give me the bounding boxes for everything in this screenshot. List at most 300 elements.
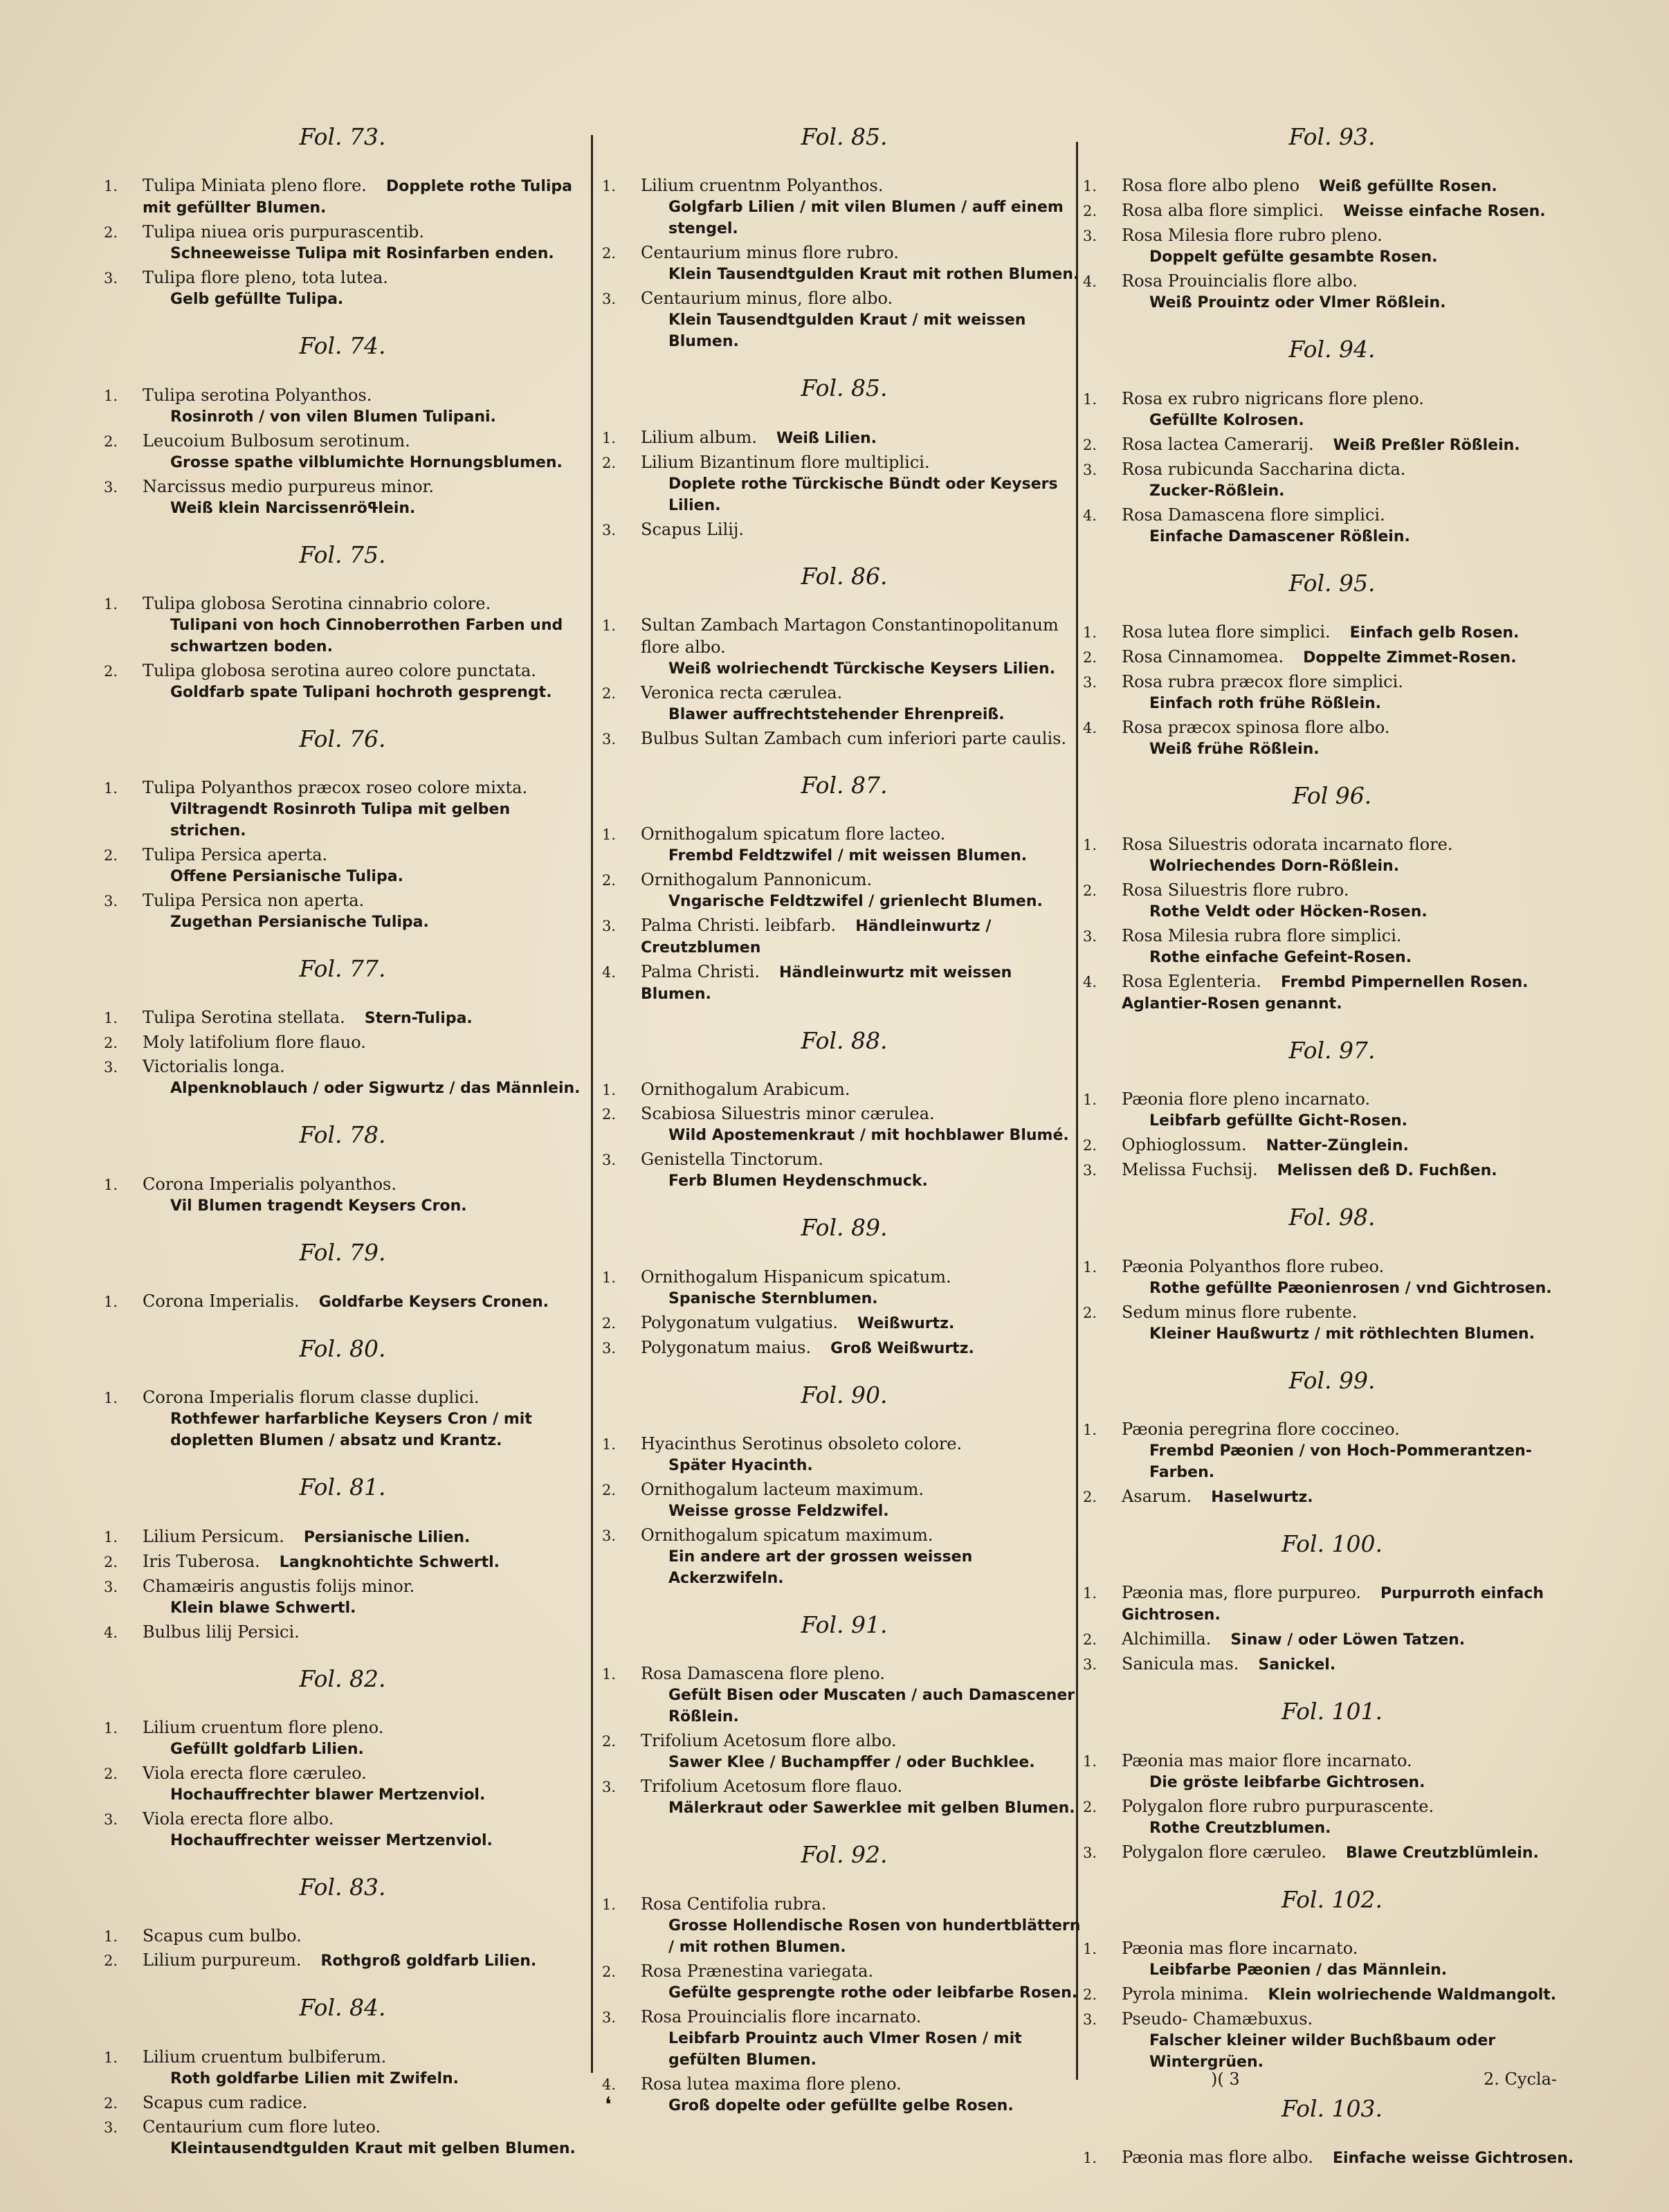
entry-text [143, 430, 581, 473]
german-name: Rothe Creutzblumen. [1149, 1819, 1331, 1837]
german-name: Ein andere art der grossen weissen Ackerzwifeln. [668, 1548, 973, 1588]
german-name: Stern-Tulipa. [364, 1010, 473, 1028]
plant-entry [602, 961, 1086, 1005]
latin-name: Rosa Prouincialis flore albo. [1122, 271, 1358, 291]
entry-number: 1. [104, 2049, 118, 2066]
folio-section [104, 1123, 581, 1216]
entry-number: 2. [1083, 1489, 1097, 1506]
entry-number: 1. [104, 1294, 118, 1311]
entry-text [143, 2092, 581, 2114]
plant-entry [602, 1148, 1086, 1192]
entry-text [1122, 1485, 1581, 1508]
entry-text [1122, 1795, 1581, 1839]
latin-name: Palma Christi. [641, 962, 760, 982]
latin-name: Scabiosa Siluestris minor cærulea. [641, 1104, 935, 1124]
latin-name: Rosa lutea maxima flore pleno. [641, 2074, 902, 2094]
latin-name: Scapus cum bulbo. [143, 1926, 302, 1946]
entry-number: 2. [602, 1106, 617, 1123]
german-name: Wild Apostemenkraut / mit hochblawer Blumé. [668, 1127, 1069, 1145]
entry-number: 2. [104, 1553, 118, 1570]
plant-entry [1083, 925, 1581, 968]
latin-name: Tulipa Serotina stellata. [143, 1008, 345, 1028]
entry-text [1122, 224, 1581, 268]
entry-text [1122, 646, 1581, 669]
entry-text [641, 1730, 1086, 1773]
folio-heading: Fol. 77. [299, 955, 386, 983]
entry-text [641, 426, 1086, 449]
plant-entry [1083, 1301, 1581, 1345]
german-name: Rothgroß goldfarb Lilien. [320, 1952, 537, 1970]
latin-name: Trifolium Acetosum flore flauo. [641, 1777, 903, 1797]
entry-number: 2. [1083, 882, 1097, 900]
catchword: 2. Cycla- [1484, 2069, 1557, 2089]
german-name: Goldfarb spate Tulipani hochroth gesprengt. [170, 683, 552, 701]
german-name: Grosse Hollendische Rosen von hundertblättern / mit rothen Blumen. [668, 1916, 1081, 1956]
entry-text [143, 1949, 581, 1972]
folio-heading: Fol. 87. [801, 771, 888, 799]
folio-section [1083, 1368, 1581, 1508]
plant-entry [1083, 433, 1581, 456]
folio-heading: Fol. 75. [299, 541, 386, 568]
plant-entry [1083, 1750, 1581, 1793]
entry-number: 1. [1083, 1422, 1097, 1439]
entry-text [1122, 621, 1581, 644]
plant-entry [602, 914, 1086, 959]
folio-section [104, 125, 581, 310]
entry-number: 1. [104, 1390, 118, 1407]
german-name: Weiß gefüllte Rosen. [1319, 178, 1497, 196]
entry-number: 1. [104, 1010, 118, 1027]
latin-name: Rosa Centifolia rubra. [641, 1894, 827, 1914]
entry-text [143, 1621, 581, 1643]
entry-text [143, 1006, 581, 1029]
folio-heading: Fol. 73. [299, 123, 386, 150]
entry-number: 1. [1083, 390, 1097, 408]
folio-heading: Fol. 86. [801, 562, 888, 590]
latin-name: Tulipa Persica non aperta. [143, 891, 365, 911]
entry-text [641, 1775, 1086, 1819]
latin-name: Palma Christi. leibfarb. [641, 916, 837, 936]
latin-name: Ornithogalum Arabicum. [641, 1080, 850, 1100]
latin-name: Lilium cruentum bulbiferum. [143, 2047, 387, 2067]
plant-entry [104, 384, 581, 428]
entry-number: 3. [104, 478, 118, 496]
latin-name: Rosa lutea flore simplici. [1122, 622, 1331, 642]
entry-number: 3. [602, 521, 617, 538]
folio-heading: Fol. 100. [1282, 1530, 1383, 1558]
plant-entry [602, 2006, 1086, 2071]
entry-text [143, 1386, 581, 1451]
entry-text [143, 2046, 581, 2089]
entry-number: 2. [104, 847, 118, 864]
plant-entry [602, 1960, 1086, 2004]
plant-entry [602, 1478, 1086, 1522]
entry-text [641, 1893, 1086, 1958]
entry-number: 1. [104, 780, 118, 797]
entry-text [143, 1173, 581, 1217]
entry-number: 3. [1083, 928, 1097, 945]
latin-name: Corona Imperialis polyanthos. [143, 1174, 396, 1194]
entry-text [641, 1312, 1086, 1334]
entry-text [1122, 925, 1581, 968]
entry-text [1122, 1628, 1581, 1651]
latin-name: Sanicula mas. [1122, 1654, 1239, 1674]
entry-number: 3. [602, 918, 617, 935]
plant-entry [602, 1336, 1086, 1359]
latin-name: Melissa Fuchsij. [1122, 1160, 1258, 1180]
latin-name: Centaurium minus, flore albo. [641, 289, 893, 309]
plant-entry [1083, 1628, 1581, 1651]
latin-name: Tulipa serotina Polyanthos. [143, 385, 372, 405]
entry-number: 1. [104, 1719, 118, 1737]
german-name: Groß dopelte oder gefüllte gelbe Rosen. [668, 2096, 1014, 2114]
entry-number: 3. [1083, 673, 1097, 691]
latin-name: Rosa rubicunda Saccharina dicta. [1122, 459, 1406, 479]
entry-text [641, 287, 1086, 352]
latin-name: Iris Tuberosa. [143, 1551, 260, 1571]
folio-section [602, 1842, 1086, 2116]
latin-name: Ornithogalum lacteum maximum. [641, 1480, 924, 1500]
latin-name: Moly latifolium flore flauo. [143, 1033, 366, 1053]
latin-name: Pæonia mas flore albo. [1122, 2148, 1313, 2168]
entry-number: 2. [104, 433, 118, 450]
page-footer [1079, 2069, 1578, 2097]
plant-entry [1083, 270, 1581, 314]
latin-name: Rosa Prouincialis flore incarnato. [641, 2006, 922, 2027]
german-name: Rothe Veldt oder Höcken-Rosen. [1149, 903, 1428, 921]
german-name: Natter-Zünglein. [1266, 1137, 1409, 1155]
german-name: Später Hyacinth. [668, 1457, 813, 1475]
german-name: Sanickel. [1258, 1656, 1336, 1674]
plant-entry [1083, 1159, 1581, 1181]
german-name: Hochauffrechter weisser Mertzenviol. [170, 1831, 493, 1849]
entry-number: 3. [1083, 1844, 1097, 1861]
entry-number: 1. [104, 595, 118, 613]
folio-heading: Fol. 85. [801, 123, 888, 150]
plant-entry [1083, 174, 1581, 197]
entry-text [143, 1762, 581, 1806]
folio-section [104, 1336, 581, 1451]
plant-entry [104, 1386, 581, 1451]
folio-heading: Fol. 76. [299, 725, 386, 752]
entry-text [1122, 199, 1581, 222]
german-name: Zucker-Rößlein. [1149, 482, 1285, 500]
plant-entry [1083, 1255, 1581, 1299]
entry-number: 1. [1083, 1752, 1097, 1770]
folio-section [1083, 2096, 1581, 2169]
latin-name: Veronica recta cærulea. [641, 682, 843, 702]
german-name: Persianische Lilien. [303, 1528, 471, 1546]
entry-number: 1. [602, 1666, 617, 1683]
german-name: Spanische Sternblumen. [668, 1289, 878, 1307]
plant-entry [602, 2073, 1086, 2116]
german-name: Viltragendt Rosinroth Tulipa mit gelben strichen. [170, 801, 511, 840]
german-name: Goldfarbe Keysers Cronen. [318, 1294, 549, 1312]
plant-entry [1083, 646, 1581, 669]
plant-entry [104, 1550, 581, 1573]
german-name: Gefüllt goldfarb Lilien. [170, 1740, 364, 1758]
latin-name: Viola erecta flore cæruleo. [143, 1763, 367, 1783]
folio-section [602, 564, 1086, 750]
plant-entry [602, 287, 1086, 352]
folio-heading: Fol. 79. [299, 1238, 386, 1266]
latin-name: Polygalon flore rubro purpurascente. [1122, 1796, 1434, 1816]
latin-name: Viola erecta flore albo. [143, 1808, 334, 1829]
latin-name: Rosa Prænestina variegata. [641, 1961, 874, 1981]
entry-text [641, 727, 1086, 750]
entry-text [143, 1808, 581, 1851]
entry-text [1122, 433, 1581, 456]
folio-section [104, 1240, 581, 1313]
plant-entry [1083, 1983, 1581, 2006]
plant-entry [1083, 1937, 1581, 1981]
entry-text [641, 614, 1086, 680]
entry-text [1122, 1134, 1581, 1157]
latin-name: Asarum. [1122, 1487, 1192, 1507]
folio-heading: Fol. 98. [1288, 1204, 1376, 1231]
german-name: Dopplete rothe Tulipa mit gefüllter Blumen. [143, 178, 573, 217]
folio-heading: Fol. 85. [801, 374, 888, 402]
entry-number: 2. [1083, 203, 1097, 220]
plant-entry [104, 1808, 581, 1851]
plant-entry [104, 1621, 581, 1643]
latin-name: Polygonatum vulgatius. [641, 1312, 839, 1332]
german-name: Rothe einfache Gefeint-Rosen. [1149, 949, 1412, 967]
plant-entry [1083, 671, 1581, 714]
german-name: Sinaw / oder Löwen Tatzen. [1230, 1631, 1466, 1649]
folio-heading: Fol. 102. [1282, 1885, 1383, 1913]
german-name: Rosinroth / von vilen Blumen Tulipani. [170, 408, 496, 426]
latin-name: Pæonia mas, flore purpureo. [1122, 1583, 1361, 1603]
entry-number: 2. [1083, 1304, 1097, 1321]
german-name: Haselwurtz. [1211, 1489, 1313, 1507]
entry-text [641, 914, 1086, 959]
latin-name: Pæonia mas flore incarnato. [1122, 1938, 1358, 1958]
plant-entry [1083, 224, 1581, 268]
latin-name: Corona Imperialis. [143, 1291, 300, 1312]
german-name: Gefült Bisen oder Muscaten / auch Damascener Rößlein. [668, 1687, 1075, 1726]
plant-entry [104, 1575, 581, 1619]
german-name: Leibfarbe Pæonien / das Männlein. [1149, 1961, 1448, 1979]
german-name: Blawer auffrechtstehender Ehrenpreiß. [668, 705, 1005, 723]
german-name: Melissen deß D. Fuchßen. [1277, 1162, 1497, 1180]
german-name: Frembd Feldtzwifel / mit weissen Blumen. [668, 847, 1028, 865]
folio-section [602, 1613, 1086, 1819]
entry-number: 3. [1083, 2011, 1097, 2028]
entry-text [143, 1290, 581, 1313]
entry-number: 4. [1083, 507, 1097, 524]
entry-text [641, 1524, 1086, 1589]
folio-section [1083, 1205, 1581, 1344]
latin-name: Lilium cruentum flore pleno. [143, 1717, 384, 1737]
plant-entry [602, 426, 1086, 449]
german-name: Doplete rothe Türckische Bündt oder Keysers Lilien. [668, 475, 1058, 514]
entry-text [1122, 1653, 1581, 1676]
entry-text [641, 1078, 1086, 1100]
folio-heading: Fol. 74. [299, 332, 386, 360]
plant-entry [104, 1525, 581, 1548]
latin-name: Lilium Persicum. [143, 1526, 284, 1546]
entry-number: 1. [1083, 1940, 1097, 1957]
entry-text [641, 1478, 1086, 1522]
plant-entry [104, 592, 581, 658]
entry-number: 2. [104, 2094, 118, 2112]
entry-number: 1. [104, 1528, 118, 1545]
plant-entry [602, 614, 1086, 680]
entry-number: 3. [1083, 228, 1097, 245]
german-name: Händleinwurtz mit weissen Blumen. [641, 964, 1012, 1004]
german-name: Leibfarb Prouintz auch Vlmer Rosen / mit gefülten Blumen. [668, 2029, 1022, 2069]
german-name: Die gröste leibfarbe Gichtrosen. [1149, 1773, 1425, 1791]
entry-number: 1. [104, 178, 118, 195]
entry-text [143, 1925, 581, 1947]
plant-entry [1083, 504, 1581, 547]
signature-mark: )( 3 [1211, 2069, 1240, 2089]
entry-number: 3. [602, 730, 617, 747]
entry-number: 1. [602, 826, 617, 844]
folio-section [1083, 1887, 1581, 2073]
folio-heading: Fol. 90. [801, 1381, 888, 1408]
folio-section [1083, 1038, 1581, 1181]
plant-entry [1083, 1653, 1581, 1676]
folio-section [104, 1475, 581, 1642]
folio-heading: Fol. 81. [299, 1474, 386, 1501]
german-name: Ferb Blumen Heydenschmuck. [668, 1172, 928, 1190]
latin-name: Scapus Lilij. [641, 519, 744, 539]
plant-entry [104, 2046, 581, 2089]
entry-number: 3. [104, 1578, 118, 1595]
latin-name: Tulipa Persica aperta. [143, 845, 328, 865]
latin-name: Polygonatum maius. [641, 1337, 812, 1357]
folio-section [602, 376, 1086, 540]
latin-name: Rosa præcox spinosa flore albo. [1122, 717, 1390, 737]
german-name: Doppelte Zimmet-Rosen. [1303, 649, 1517, 667]
entry-number: 1. [602, 1269, 617, 1286]
latin-name: Pæonia Polyanthos flore rubeo. [1122, 1256, 1385, 1276]
plant-entry [104, 1762, 581, 1806]
column-1 [104, 125, 581, 2161]
german-name: Tulipani von hoch Cinnoberrothen Farben und schwartzen boden. [170, 616, 563, 655]
entry-number: 1. [1083, 1091, 1097, 1109]
latin-name: Ornithogalum spicatum flore lacteo. [641, 824, 946, 844]
plant-entry [602, 1662, 1086, 1728]
plant-entry [1083, 1088, 1581, 1132]
entry-text [1122, 1418, 1581, 1483]
entry-number: 3. [104, 1059, 118, 1076]
german-name: Blawe Creutzblümlein. [1345, 1844, 1539, 1862]
latin-name: Rosa Siluestris odorata incarnato flore. [1122, 835, 1453, 855]
german-name: Einfach gelb Rosen. [1349, 624, 1520, 642]
entry-number: 4. [602, 964, 617, 981]
german-name: Kleiner Haußwurtz / mit röthlechten Blumen. [1149, 1325, 1535, 1343]
folio-section [602, 1215, 1086, 1359]
german-name: Klein Tausendtgulden Kraut / mit weissen Blumen. [668, 311, 1026, 351]
folio-section [1083, 337, 1581, 547]
plant-entry [1083, 1841, 1581, 1864]
german-name: Roth goldfarbe Lilien mit Zwifeln. [170, 2069, 459, 2087]
plant-entry [602, 1730, 1086, 1773]
latin-name: Polygalon flore cæruleo. [1122, 1842, 1326, 1862]
entry-number: 2. [602, 1482, 617, 1499]
latin-name: Rosa Milesia flore rubro pleno. [1122, 226, 1383, 246]
latin-name: Alchimilla. [1122, 1629, 1212, 1649]
german-name: Weisse grosse Feldzwifel. [668, 1503, 889, 1521]
plant-entry [104, 2092, 581, 2114]
entry-text [1122, 1088, 1581, 1132]
latin-name: Rosa Damascena flore pleno. [641, 1664, 885, 1684]
entry-number: 3. [602, 1339, 617, 1357]
entry-number: 1. [104, 1176, 118, 1193]
entry-text [143, 174, 581, 219]
entry-text [143, 1716, 581, 1760]
entry-number: 2. [1083, 436, 1097, 453]
entry-text [1122, 716, 1581, 760]
entry-number: 3. [1083, 1656, 1097, 1674]
plant-entry [1083, 458, 1581, 502]
plant-entry [1083, 716, 1581, 760]
entry-text [143, 1550, 581, 1573]
german-name: Weiß wolriechendt Türckische Keysers Lilien. [668, 660, 1056, 678]
entry-number: 3. [602, 1779, 617, 1796]
german-name: Zugethan Persianische Tulipa. [170, 914, 429, 932]
german-name: Einfache weisse Gichtrosen. [1332, 2150, 1574, 2168]
latin-name: Ornithogalum spicatum maximum. [641, 1525, 933, 1545]
entry-number: 2. [1083, 1798, 1097, 1815]
entry-text [641, 823, 1086, 867]
latin-name: Corona Imperialis florum classe duplici. [143, 1388, 480, 1408]
latin-name: Rosa ex rubro nigricans flore pleno. [1122, 388, 1424, 408]
plant-entry [104, 430, 581, 473]
entry-number: 1. [1083, 837, 1097, 854]
latin-name: Narcissus medio purpureus minor. [143, 476, 435, 496]
entry-text [1122, 1159, 1581, 1181]
entry-number: 1. [1083, 178, 1097, 195]
latin-name: Ornithogalum Hispanicum spicatum. [641, 1267, 951, 1287]
entry-number: 3. [602, 1152, 617, 1169]
entry-text [143, 1575, 581, 1619]
german-name: Groß Weißwurtz. [830, 1339, 974, 1357]
entry-number: 1. [602, 429, 617, 446]
plant-entry [1083, 879, 1581, 923]
plant-entry [602, 242, 1086, 285]
entry-number: 1. [602, 1896, 617, 1913]
entry-number: 4. [1083, 273, 1097, 291]
german-name: Offene Persianische Tulipa. [170, 868, 403, 886]
latin-name: Rosa Eglenteria. [1122, 972, 1261, 992]
entry-number: 2. [602, 1733, 617, 1750]
entry-text [143, 660, 581, 703]
folio-heading: Fol 96. [1292, 781, 1372, 809]
plant-entry [602, 682, 1086, 725]
plant-entry [1083, 2008, 1581, 2073]
german-name: Gelb gefüllte Tulipa. [170, 291, 344, 309]
folio-section [104, 334, 581, 518]
entry-number: 4. [104, 1624, 118, 1641]
latin-name: Lilium cruentnm Polyanthos. [641, 176, 884, 196]
folio-heading: Fol. 95. [1288, 569, 1376, 597]
entry-text [143, 592, 581, 658]
folio-heading: Fol. 91. [801, 1611, 888, 1639]
entry-number: 4. [1083, 974, 1097, 991]
plant-entry [602, 1103, 1086, 1146]
plant-entry [104, 174, 581, 219]
entry-text [143, 266, 581, 310]
entry-number: 2. [104, 1952, 118, 1970]
latin-name: Tulipa niuea oris purpurascentib. [143, 222, 425, 242]
plant-entry [1083, 199, 1581, 222]
entry-number: 2. [602, 872, 617, 889]
german-name: Weiß klein Narcissenröߟlein. [170, 499, 416, 517]
